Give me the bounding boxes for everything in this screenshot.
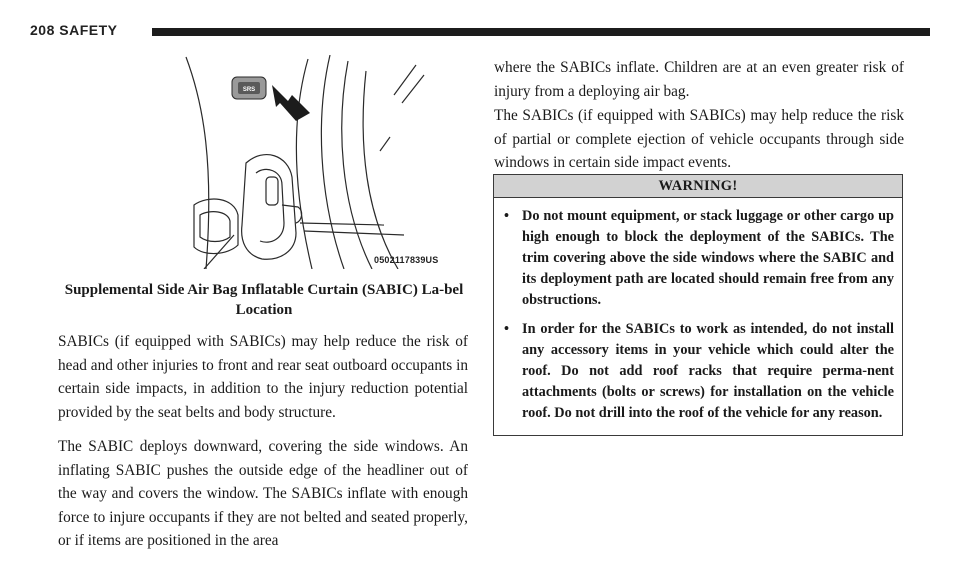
pointer-arrow-icon xyxy=(272,85,310,121)
page-header-label xyxy=(30,22,117,38)
warning-box xyxy=(493,174,903,436)
bullet-icon: • xyxy=(504,321,510,337)
pillar-illustration xyxy=(184,55,442,269)
warning-list xyxy=(494,198,902,424)
left-paragraph-1: SABICs (if equipped with SABICs) may help reduce the risk of head and other injuries to front and rear seat outboard occupants in certain side impacts, in addition to the injury reduction potential provided by the seat belts and body structure. xyxy=(58,333,468,421)
warning-item xyxy=(502,206,894,311)
warning-item-text: Do not mount equipment, or stack luggage or other cargo up high enough to block the deployment of the SABICs. The trim covering above the side windows where the SABIC and its deployment path are located should remain free from any obstructions. xyxy=(522,208,894,308)
sabic-label-figure xyxy=(184,55,442,269)
warning-item-text: In order for the SABICs to work as intended, do not install any accessory items in your vehicle which could alter the roof. Do not add roof racks that require perma-nent attachments (bolts or screws) for installation on the vehicle roof. Do not drill into the roof of the vehicle for any reason. xyxy=(522,321,894,421)
header-rule xyxy=(152,28,930,36)
left-paragraph-2: The SABIC deploys downward, covering the side windows. An inflating SABIC pushes the outside edge of the headliner out of the way and covers the window. The SABICs inflate with enough force to injure occupants if they are not belted and seated properly, or if items are positioned in the area xyxy=(58,438,468,549)
warning-title: WARNING! xyxy=(494,175,902,198)
right-paragraph-2: The SABICs (if equipped with SABICs) may help reduce the risk of partial or complete ejection of vehicle occupants through side windows in certain side impact events. xyxy=(494,107,904,171)
warning-item xyxy=(502,319,894,424)
page-header xyxy=(0,0,960,60)
section-title: SAFETY xyxy=(59,22,118,38)
sticker-text: SRS xyxy=(242,87,256,93)
figure-caption: Supplemental Side Air Bag Inflatable Curtain (SABIC) La-bel Location xyxy=(64,282,464,318)
bullet-icon: • xyxy=(504,208,510,224)
page-number: 208 xyxy=(30,22,55,38)
figure-code: 0502117839US xyxy=(374,255,439,265)
right-paragraph-1: where the SABICs inflate. Children are at an even greater risk of injury from a deploying air bag. xyxy=(494,59,904,100)
